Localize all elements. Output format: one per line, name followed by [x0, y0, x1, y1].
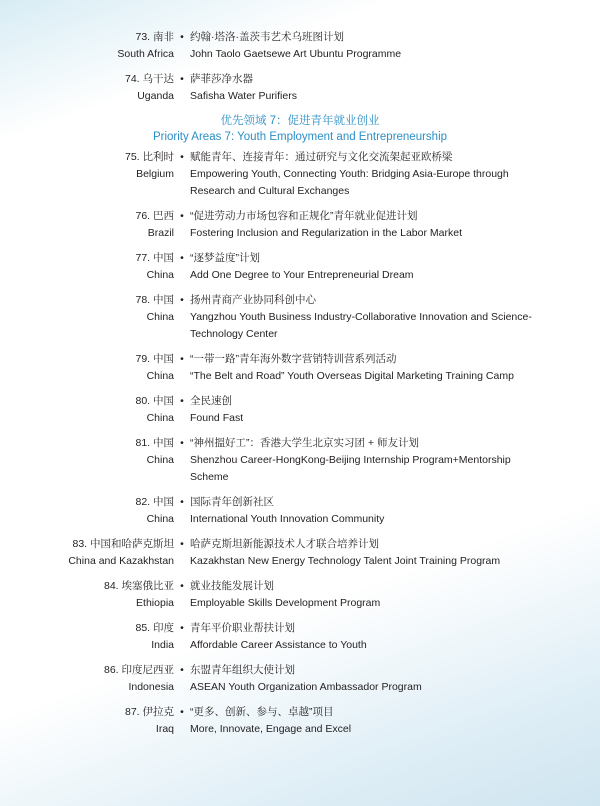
entry-country-en: China	[146, 311, 174, 323]
entry-country	[0, 149, 174, 200]
entry-country-en: Ethiopia	[136, 597, 174, 609]
bullet-icon: •	[180, 353, 184, 365]
entry-title-en: Employable Skills Development Program	[190, 597, 381, 609]
entry-title-zh: “逐梦益度”计划	[190, 252, 260, 264]
entry-title	[190, 662, 550, 696]
entry-number-zh: 78. 中国	[135, 294, 174, 306]
entry-title-zh: 青年平价职业帮扶计划	[190, 622, 295, 634]
entry-title	[190, 393, 550, 427]
entry-number-zh: 87. 伊拉克	[124, 706, 174, 718]
entry-title-en: International Youth Innovation Community	[190, 513, 385, 525]
bullet-icon: •	[180, 252, 184, 264]
bullet-icon: •	[180, 706, 184, 718]
entry-title-en: Technology Center	[190, 328, 278, 340]
entry-title-zh: 东盟青年组织大使计划	[190, 664, 295, 676]
entry-number-zh: 74. 乌干达	[124, 73, 174, 85]
entry-country	[0, 351, 174, 385]
entry-number-zh: 73. 南非	[135, 31, 174, 43]
bullet-icon: •	[180, 395, 184, 407]
entry-title	[190, 208, 550, 242]
entry-title-zh: “更多、创新、参与、卓越”项目	[190, 706, 334, 718]
entry-title-en: Affordable Career Assistance to Youth	[190, 639, 367, 651]
entry-title	[190, 494, 550, 528]
entry-country	[0, 536, 174, 570]
entry-title-en: Found Fast	[190, 412, 244, 424]
entry-title-zh: 国际青年创新社区	[190, 496, 274, 508]
entry-country-en: China	[146, 269, 174, 281]
entry-title-zh: 就业技能发展计划	[190, 580, 274, 592]
entry-title	[190, 29, 550, 63]
entry-title-en: Kazakhstan New Energy Technology Talent Joint Training Program	[190, 555, 501, 567]
entry-number-zh: 76. 巴西	[135, 210, 174, 222]
entry-country	[0, 29, 174, 63]
entry-country	[0, 71, 174, 105]
entry-title-zh: 赋能青年、连接青年：通过研究与文化交流架起亚欧桥梁	[190, 151, 453, 163]
entry-title-en: ASEAN Youth Organization Ambassador Program	[190, 681, 422, 693]
entry-title-en: Shenzhou Career-HongKong-Beijing Internship Program+Mentorship	[190, 454, 511, 466]
entry-country	[0, 620, 174, 654]
entry-country-en: China	[146, 513, 174, 525]
entry-title	[190, 71, 550, 105]
bullet-icon: •	[180, 664, 184, 676]
list-item	[0, 393, 600, 427]
program-list-page	[0, 29, 600, 746]
entry-number-zh: 86. 印度尼西亚	[103, 664, 174, 676]
entry-number-zh: 75. 比利时	[124, 151, 174, 163]
list-item	[0, 351, 600, 385]
entry-number-zh: 77. 中国	[135, 252, 174, 264]
bullet-icon: •	[180, 294, 184, 306]
list-item	[0, 620, 600, 654]
entry-country	[0, 662, 174, 696]
entry-country-en: China and Kazakhstan	[68, 555, 174, 567]
entry-title-zh: 哈萨克斯坦新能源技术人才联合培养计划	[190, 538, 379, 550]
entry-title-en: Research and Cultural Exchanges	[190, 185, 350, 197]
entry-title-en: Add One Degree to Your Entrepreneurial Dream	[190, 269, 414, 281]
entry-title-zh: 全民速创	[190, 395, 232, 407]
entry-country-en: Indonesia	[128, 681, 174, 693]
entry-title-zh: “一带一路”青年海外数字营销特训营系列活动	[190, 353, 397, 365]
bullet-icon: •	[180, 496, 184, 508]
entry-country-en: Iraq	[155, 723, 174, 735]
entry-title-en: John Taolo Gaetsewe Art Ubuntu Programme	[190, 48, 402, 60]
bullet-icon: •	[180, 622, 184, 634]
heading-en: Priority Areas 7: Youth Employment and Entrepreneurship	[152, 131, 448, 143]
entry-country	[0, 292, 174, 343]
list-item	[0, 578, 600, 612]
entry-country-en: Brazil	[147, 227, 174, 239]
bullet-icon: •	[180, 151, 184, 163]
entry-country-en: China	[146, 454, 174, 466]
heading-zh: 优先领域 7：促进青年就业创业	[220, 115, 380, 127]
list-item	[0, 71, 600, 105]
entry-title-zh: 扬州青商产业协同科创中心	[190, 294, 316, 306]
entry-title	[190, 292, 550, 343]
list-item	[0, 494, 600, 528]
list-item	[0, 250, 600, 284]
entry-country-en: South Africa	[117, 48, 174, 60]
list-item	[0, 208, 600, 242]
entry-country	[0, 208, 174, 242]
entry-number-zh: 84. 埃塞俄比亚	[103, 580, 174, 592]
entry-title-en: “The Belt and Road” Youth Overseas Digital Marketing Training Camp	[190, 370, 514, 382]
entry-number-zh: 82. 中国	[135, 496, 174, 508]
list-item	[0, 704, 600, 738]
bullet-icon: •	[180, 210, 184, 222]
entry-title	[190, 435, 550, 486]
entry-country-en: India	[151, 639, 174, 651]
bullet-icon: •	[180, 538, 184, 550]
entry-number-zh: 79. 中国	[135, 353, 174, 365]
entry-title	[190, 149, 550, 200]
entry-country	[0, 578, 174, 612]
entry-title-zh: “促进劳动力市场包容和正规化”青年就业促进计划	[190, 210, 418, 222]
entry-country-en: Belgium	[136, 168, 174, 180]
entry-country	[0, 704, 174, 738]
entry-country	[0, 393, 174, 427]
list-item	[0, 435, 600, 486]
list-item	[0, 29, 600, 63]
entry-title-en: Scheme	[190, 471, 229, 483]
entry-title-en: Fostering Inclusion and Regularization in the Labor Market	[190, 227, 462, 239]
priority-area-heading	[0, 113, 600, 145]
entry-list-top	[0, 29, 600, 105]
entry-title-zh: “神州搵好工”：香港大学生北京实习团 + 师友计划	[190, 437, 419, 449]
entry-list	[0, 149, 600, 738]
entry-country	[0, 435, 174, 486]
bullet-icon: •	[180, 73, 184, 85]
entry-country	[0, 250, 174, 284]
list-item	[0, 292, 600, 343]
bullet-icon: •	[180, 31, 184, 43]
entry-number-zh: 83. 中国和哈萨克斯坦	[72, 538, 174, 550]
entry-title	[190, 250, 550, 284]
entry-number-zh: 80. 中国	[135, 395, 174, 407]
entry-country-en: Uganda	[137, 90, 174, 102]
entry-title-en: Safisha Water Purifiers	[190, 90, 297, 102]
entry-title	[190, 536, 550, 570]
entry-title	[190, 704, 550, 738]
entry-title	[190, 578, 550, 612]
entry-title-en: Yangzhou Youth Business Industry-Collaborative Innovation and Science-	[190, 311, 532, 323]
entry-country-en: China	[146, 412, 174, 424]
entry-title	[190, 620, 550, 654]
bullet-icon: •	[180, 580, 184, 592]
entry-country	[0, 494, 174, 528]
list-item	[0, 536, 600, 570]
entry-number-zh: 81. 中国	[135, 437, 174, 449]
entry-number-zh: 85. 印度	[135, 622, 174, 634]
entry-title	[190, 351, 550, 385]
entry-country-en: China	[146, 370, 174, 382]
entry-title-en: Empowering Youth, Connecting Youth: Bridging Asia-Europe through	[190, 168, 509, 180]
entry-title-en: More, Innovate, Engage and Excel	[190, 723, 352, 735]
list-item	[0, 149, 600, 200]
bullet-icon: •	[180, 437, 184, 449]
list-item	[0, 662, 600, 696]
entry-title-zh: 约翰·塔洛·盖茨韦艺术乌班图计划	[190, 31, 344, 43]
entry-title-zh: 萨菲莎净水器	[190, 73, 253, 85]
